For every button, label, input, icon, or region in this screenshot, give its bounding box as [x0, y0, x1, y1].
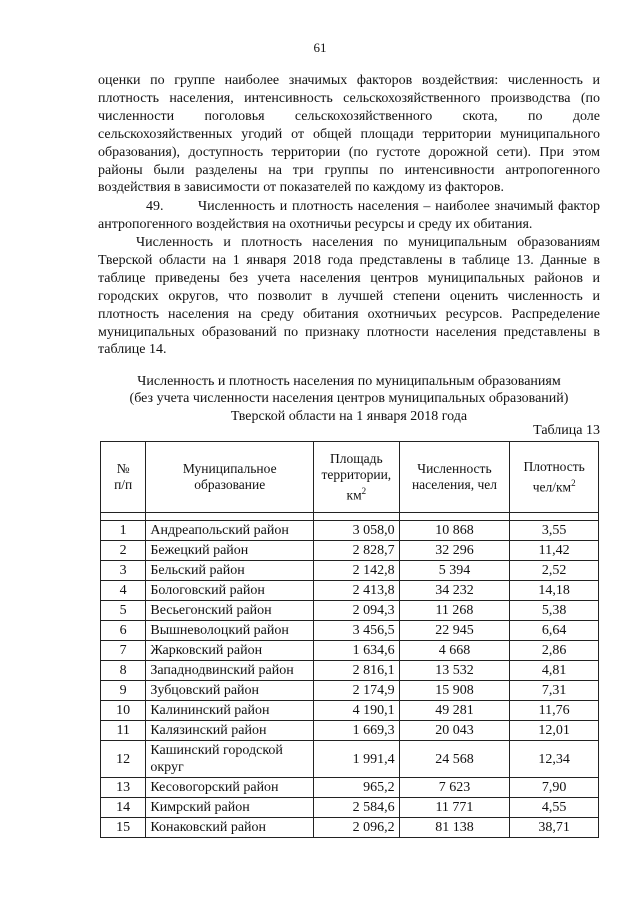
table-row — [101, 541, 599, 561]
cell-name: Андреапольский район — [146, 521, 314, 541]
population-table — [100, 441, 599, 838]
cell-num: 10 — [101, 701, 146, 721]
table-row — [101, 601, 599, 621]
caption-line: (без учета численности населения центров муниципальных образований) — [129, 391, 569, 407]
cell-density: 6,64 — [510, 621, 599, 641]
cell-density: 38,71 — [510, 818, 599, 838]
cell-area: 2 142,8 — [314, 561, 399, 581]
header-num: № п/п — [101, 442, 146, 513]
paragraph-text: оценки по группе наиболее значимых факторов воздействия: численность и плотность населения, интенсивность сельскохозяйственного производства (по численности поголовья сельскохозяйственного скота, по доле сельскохозяйственных угодий от общей площади территории муниципального образования), доступность территории (по густоте дорожной сети). При этом районы были разделены на три группы по интенсивности антропогенного воздействия в зависимости от показателей по каждому из факторов. — [98, 73, 600, 196]
cell-num: 8 — [101, 661, 146, 681]
cell-num: 11 — [101, 721, 146, 741]
cell-name: Весьегонский район — [146, 601, 314, 621]
table-row — [101, 581, 599, 601]
cell-name: Западнодвинский район — [146, 661, 314, 681]
cell-population: 81 138 — [399, 818, 510, 838]
header-density: Плотность чел/$км^2$ — [510, 442, 599, 513]
cell-area: 2 174,9 — [314, 681, 399, 701]
table-label: Таблица 13 — [533, 423, 600, 438]
cell-name: Вышневолоцкий район — [146, 621, 314, 641]
cell-population: 32 296 — [399, 541, 510, 561]
cell-population: 15 908 — [399, 681, 510, 701]
table-row — [101, 798, 599, 818]
cell-population: 34 232 — [399, 581, 510, 601]
cell-density: 11,76 — [510, 701, 599, 721]
cell-density: 2,86 — [510, 641, 599, 661]
cell-name: Бологовский район — [146, 581, 314, 601]
table-row — [101, 741, 599, 778]
cell-num: 1 — [101, 521, 146, 541]
cell-population: 49 281 — [399, 701, 510, 721]
table-row — [101, 778, 599, 798]
cell-num: 6 — [101, 621, 146, 641]
cell-area: 4 190,1 — [314, 701, 399, 721]
cell-density: 12,34 — [510, 741, 599, 778]
table-row — [101, 661, 599, 681]
table-row — [101, 721, 599, 741]
cell-area: 2 094,3 — [314, 601, 399, 621]
cell-area: 965,2 — [314, 778, 399, 798]
caption-line: Тверской области на 1 января 2018 года — [230, 408, 468, 424]
cell-area: 2 096,2 — [314, 818, 399, 838]
table-row — [101, 701, 599, 721]
cell-num: 13 — [101, 778, 146, 798]
cell-area: 1 634,6 — [314, 641, 399, 661]
table-row — [101, 641, 599, 661]
table-row — [101, 681, 599, 701]
cell-density: 11,42 — [510, 541, 599, 561]
cell-density: 4,81 — [510, 661, 599, 681]
paragraph-text: Численность и плотность населения – наиболее значимый фактор антропогенного воздействия на охотничьи ресурсы и среду их обитания. — [98, 199, 600, 232]
cell-num: 3 — [101, 561, 146, 581]
cell-population: 4 668 — [399, 641, 510, 661]
cell-population: 24 568 — [399, 741, 510, 778]
cell-name: Кашинский городской округ — [146, 741, 314, 778]
cell-area: 1 991,4 — [314, 741, 399, 778]
table-row — [101, 818, 599, 838]
header-area: Площадь территории, $км^2$ — [314, 442, 399, 513]
cell-density: 2,52 — [510, 561, 599, 581]
table-caption — [98, 373, 600, 425]
page-number: 61 — [313, 40, 327, 55]
cell-population: 20 043 — [399, 721, 510, 741]
cell-num: 14 — [101, 798, 146, 818]
cell-density: 4,55 — [510, 798, 599, 818]
header-spacer-row — [101, 513, 599, 521]
cell-density: 14,18 — [510, 581, 599, 601]
cell-population: 7 623 — [399, 778, 510, 798]
cell-name: Кимрский район — [146, 798, 314, 818]
continuation-paragraph — [98, 72, 600, 197]
paragraph-text: Численность и плотность населения по муниципальным образованиям Тверской области на 1 января 2018 года представлены в таблице 13. Данные в таблице приведены без учета населения центров муниципальных районов и городских округов, что позволит в лучшей степени оценить численность и плотность населения на среду обитания охотничьих ресурсов. Распределение муниципальных образований по признаку плотности населения представлены в таблице 14. — [98, 235, 600, 358]
cell-name: Конаковский район — [146, 818, 314, 838]
cell-area: 2 828,7 — [314, 541, 399, 561]
cell-area: 3 456,5 — [314, 621, 399, 641]
cell-num: 7 — [101, 641, 146, 661]
cell-population: 13 532 — [399, 661, 510, 681]
table-row — [101, 621, 599, 641]
cell-name: Калининский район — [146, 701, 314, 721]
cell-density: 3,55 — [510, 521, 599, 541]
cell-num: 12 — [101, 741, 146, 778]
paragraph-49 — [98, 198, 600, 234]
table-row — [101, 521, 599, 541]
cell-population: 10 868 — [399, 521, 510, 541]
cell-num: 15 — [101, 818, 146, 838]
cell-density: 7,31 — [510, 681, 599, 701]
header-name: Муниципальное образование — [146, 442, 314, 513]
cell-num: 9 — [101, 681, 146, 701]
cell-area: 1 669,3 — [314, 721, 399, 741]
main-paragraph — [98, 234, 600, 359]
cell-name: Калязинский район — [146, 721, 314, 741]
cell-population: 5 394 — [399, 561, 510, 581]
cell-area: 2 816,1 — [314, 661, 399, 681]
header-population: Численность населения, чел — [399, 442, 510, 513]
cell-name: Бежецкий район — [146, 541, 314, 561]
cell-density: 12,01 — [510, 721, 599, 741]
cell-population: 11 268 — [399, 601, 510, 621]
cell-population: 11 771 — [399, 798, 510, 818]
cell-area: 2 413,8 — [314, 581, 399, 601]
cell-name: Зубцовский район — [146, 681, 314, 701]
table-row — [101, 561, 599, 581]
cell-num: 5 — [101, 601, 146, 621]
cell-area: 2 584,6 — [314, 798, 399, 818]
cell-density: 7,90 — [510, 778, 599, 798]
cell-density: 5,38 — [510, 601, 599, 621]
cell-name: Жарковский район — [146, 641, 314, 661]
cell-num: 4 — [101, 581, 146, 601]
cell-area: 3 058,0 — [314, 521, 399, 541]
cell-name: Кесовогорский район — [146, 778, 314, 798]
caption-line: Численность и плотность населения по муниципальным образованиям — [137, 374, 561, 389]
cell-population: 22 945 — [399, 621, 510, 641]
cell-name: Бельский район — [146, 561, 314, 581]
paragraph-number: 49. — [146, 199, 164, 214]
cell-num: 2 — [101, 541, 146, 561]
table-header-row — [101, 442, 599, 513]
